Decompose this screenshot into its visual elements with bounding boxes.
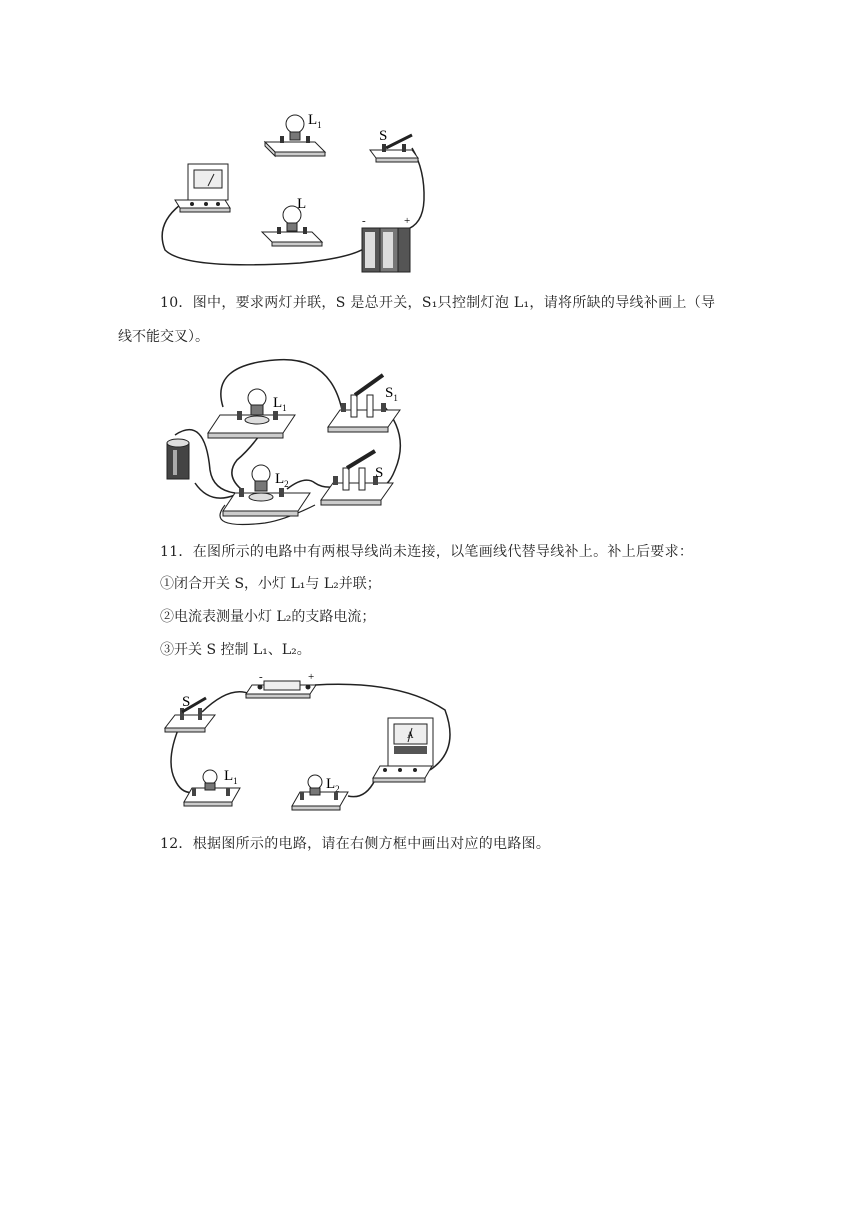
lamp-l2 bbox=[223, 465, 310, 516]
switch-s1 bbox=[328, 375, 400, 432]
label-s: S bbox=[375, 465, 384, 481]
circuit-figure-3 bbox=[160, 670, 460, 820]
q10-line2: 线不能交叉）。 bbox=[118, 329, 209, 345]
wire bbox=[171, 725, 195, 793]
battery-minus: - bbox=[259, 671, 263, 683]
battery-plus: + bbox=[404, 215, 411, 227]
label-s1: $S_1$ bbox=[385, 385, 398, 403]
voltmeter bbox=[175, 164, 230, 212]
label-l1: $L_1$ bbox=[308, 112, 322, 130]
label-l: L bbox=[297, 196, 307, 212]
label-l1: $L_1$ bbox=[273, 395, 287, 413]
battery bbox=[167, 439, 189, 479]
battery-plus: + bbox=[308, 671, 315, 683]
label-l1: $L_1$ bbox=[224, 768, 238, 786]
wire bbox=[202, 692, 250, 712]
wire bbox=[195, 483, 235, 498]
ammeter bbox=[373, 718, 433, 782]
circuit-figure-2 bbox=[155, 355, 415, 530]
q11-line1: 11．在图所示的电路中有两根导线尚未连接，以笔画线代替导线补上。补上后要求： bbox=[160, 544, 694, 560]
wire bbox=[162, 205, 365, 265]
label-l2: $L_2$ bbox=[326, 776, 340, 794]
battery-minus: - bbox=[362, 215, 366, 227]
battery bbox=[362, 228, 410, 272]
label-s: S bbox=[182, 694, 191, 710]
switch-s bbox=[370, 135, 418, 162]
label-s: S bbox=[379, 128, 388, 144]
q11-requirement-3: ③开关 S 控制 L₁、L₂。 bbox=[160, 642, 311, 658]
lamp-l bbox=[262, 206, 322, 246]
q11-requirement-1: ①闭合开关 S，小灯 L₁与 L₂并联； bbox=[160, 576, 381, 592]
circuit-figure-1 bbox=[150, 100, 440, 280]
label-l2: $L_2$ bbox=[275, 471, 289, 489]
q12-line1: 12．根据图所示的电路，请在右侧方框中画出对应的电路图。 bbox=[160, 836, 551, 852]
battery bbox=[246, 681, 316, 698]
ammeter-a: A bbox=[407, 730, 414, 740]
q10-line1: 10．图中，要求两灯并联，S 是总开关，S₁只控制灯泡 L₁，请将所缺的导线补画上（导 bbox=[160, 295, 716, 311]
q11-requirement-2: ②电流表测量小灯 L₂的支路电流； bbox=[160, 609, 376, 625]
